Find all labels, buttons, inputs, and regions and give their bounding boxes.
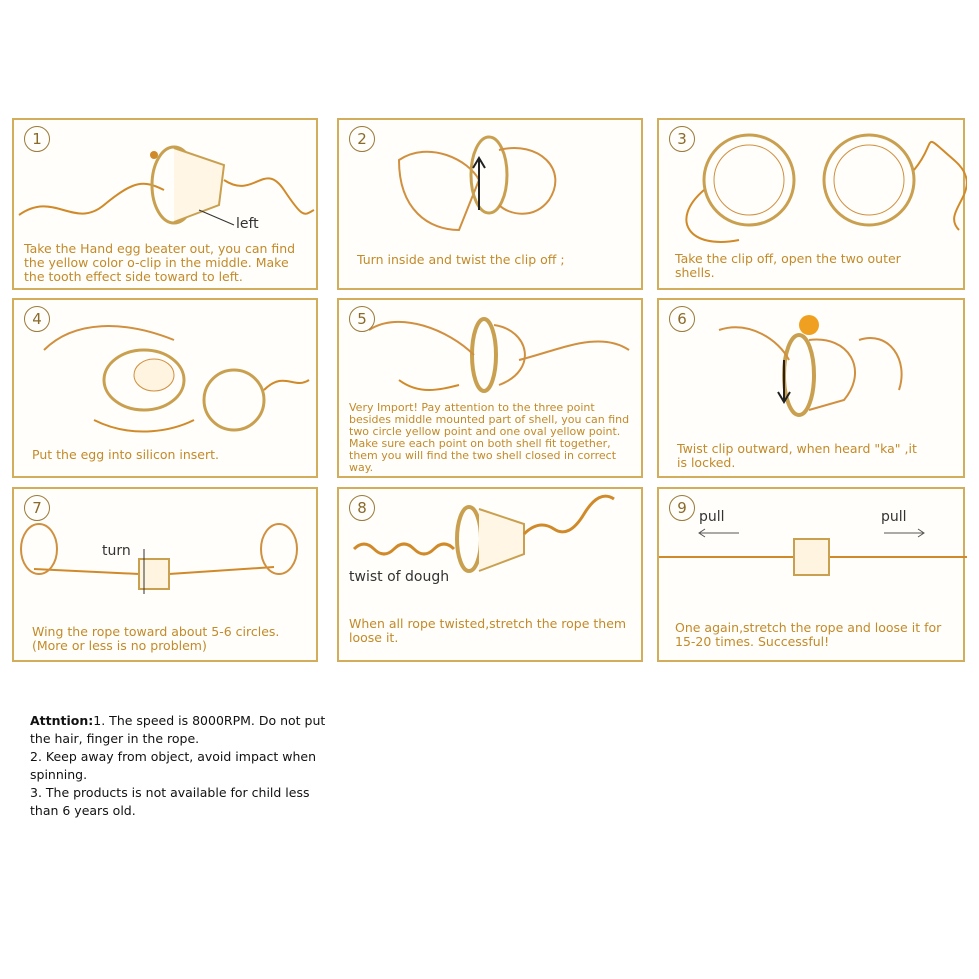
step-number: 7: [24, 495, 50, 521]
step-2-panel: [337, 118, 643, 290]
step-number: 3: [669, 126, 695, 152]
step-number: 1: [24, 126, 50, 152]
left-label: left: [236, 216, 259, 232]
step-number: 5: [349, 306, 375, 332]
attention-heading: Attntion:: [30, 713, 94, 728]
step-caption: When all rope twisted,stretch the rope them loose it.: [349, 616, 627, 645]
step-6-panel: [657, 298, 965, 478]
step-number: 2: [349, 126, 375, 152]
pull-left-label: pull: [699, 509, 725, 525]
step-9-panel: [657, 487, 965, 662]
step-caption: Put the egg into silicon insert.: [32, 447, 220, 462]
step-8-panel: [337, 487, 643, 662]
step-3-panel: [657, 118, 965, 290]
step-1-panel: [12, 118, 318, 290]
step-5-panel: [337, 298, 643, 478]
attention-line: 3. The products is not available for child less than 6 years old.: [30, 785, 310, 818]
step-number: 6: [669, 306, 695, 332]
pull-right-label: pull: [881, 509, 907, 525]
step-caption: Wing the rope toward about 5-6 circles. (More or less is no problem): [32, 624, 280, 653]
step-caption: Very Import! Pay attention to the three point besides middle mounted part of shell, you can find two circle yellow point and one oval yellow point. Make sure each point on both shell fit together, them you will find the two shell closed in correct way.: [349, 401, 630, 474]
step-caption: Take the Hand egg beater out, you can find the yellow color o-clip in the middle. Make the tooth effect side toward to left.: [24, 241, 296, 284]
attention-line: 1. The speed is 8000RPM. Do not put the hair, finger in the rope.: [30, 713, 326, 746]
attention-notes: [30, 712, 330, 820]
step-number: 9: [669, 495, 695, 521]
step-caption: Twist clip outward, when heard "ka" ,it is locked.: [677, 441, 917, 470]
twist-of-dough-label: twist of dough: [349, 569, 450, 585]
step-number: 8: [349, 495, 375, 521]
step-caption: One again,stretch the rope and loose it for 15-20 times. Successful!: [675, 620, 942, 649]
attention-line: 2. Keep away from object, avoid impact when spinning.: [30, 749, 317, 782]
turn-label: turn: [102, 543, 131, 559]
step-7-panel: [12, 487, 318, 662]
step-4-panel: [12, 298, 318, 478]
step-caption: Turn inside and twist the clip off ;: [357, 252, 565, 267]
step-number: 4: [24, 306, 50, 332]
step-caption: Take the clip off, open the two outer shells.: [675, 251, 901, 280]
